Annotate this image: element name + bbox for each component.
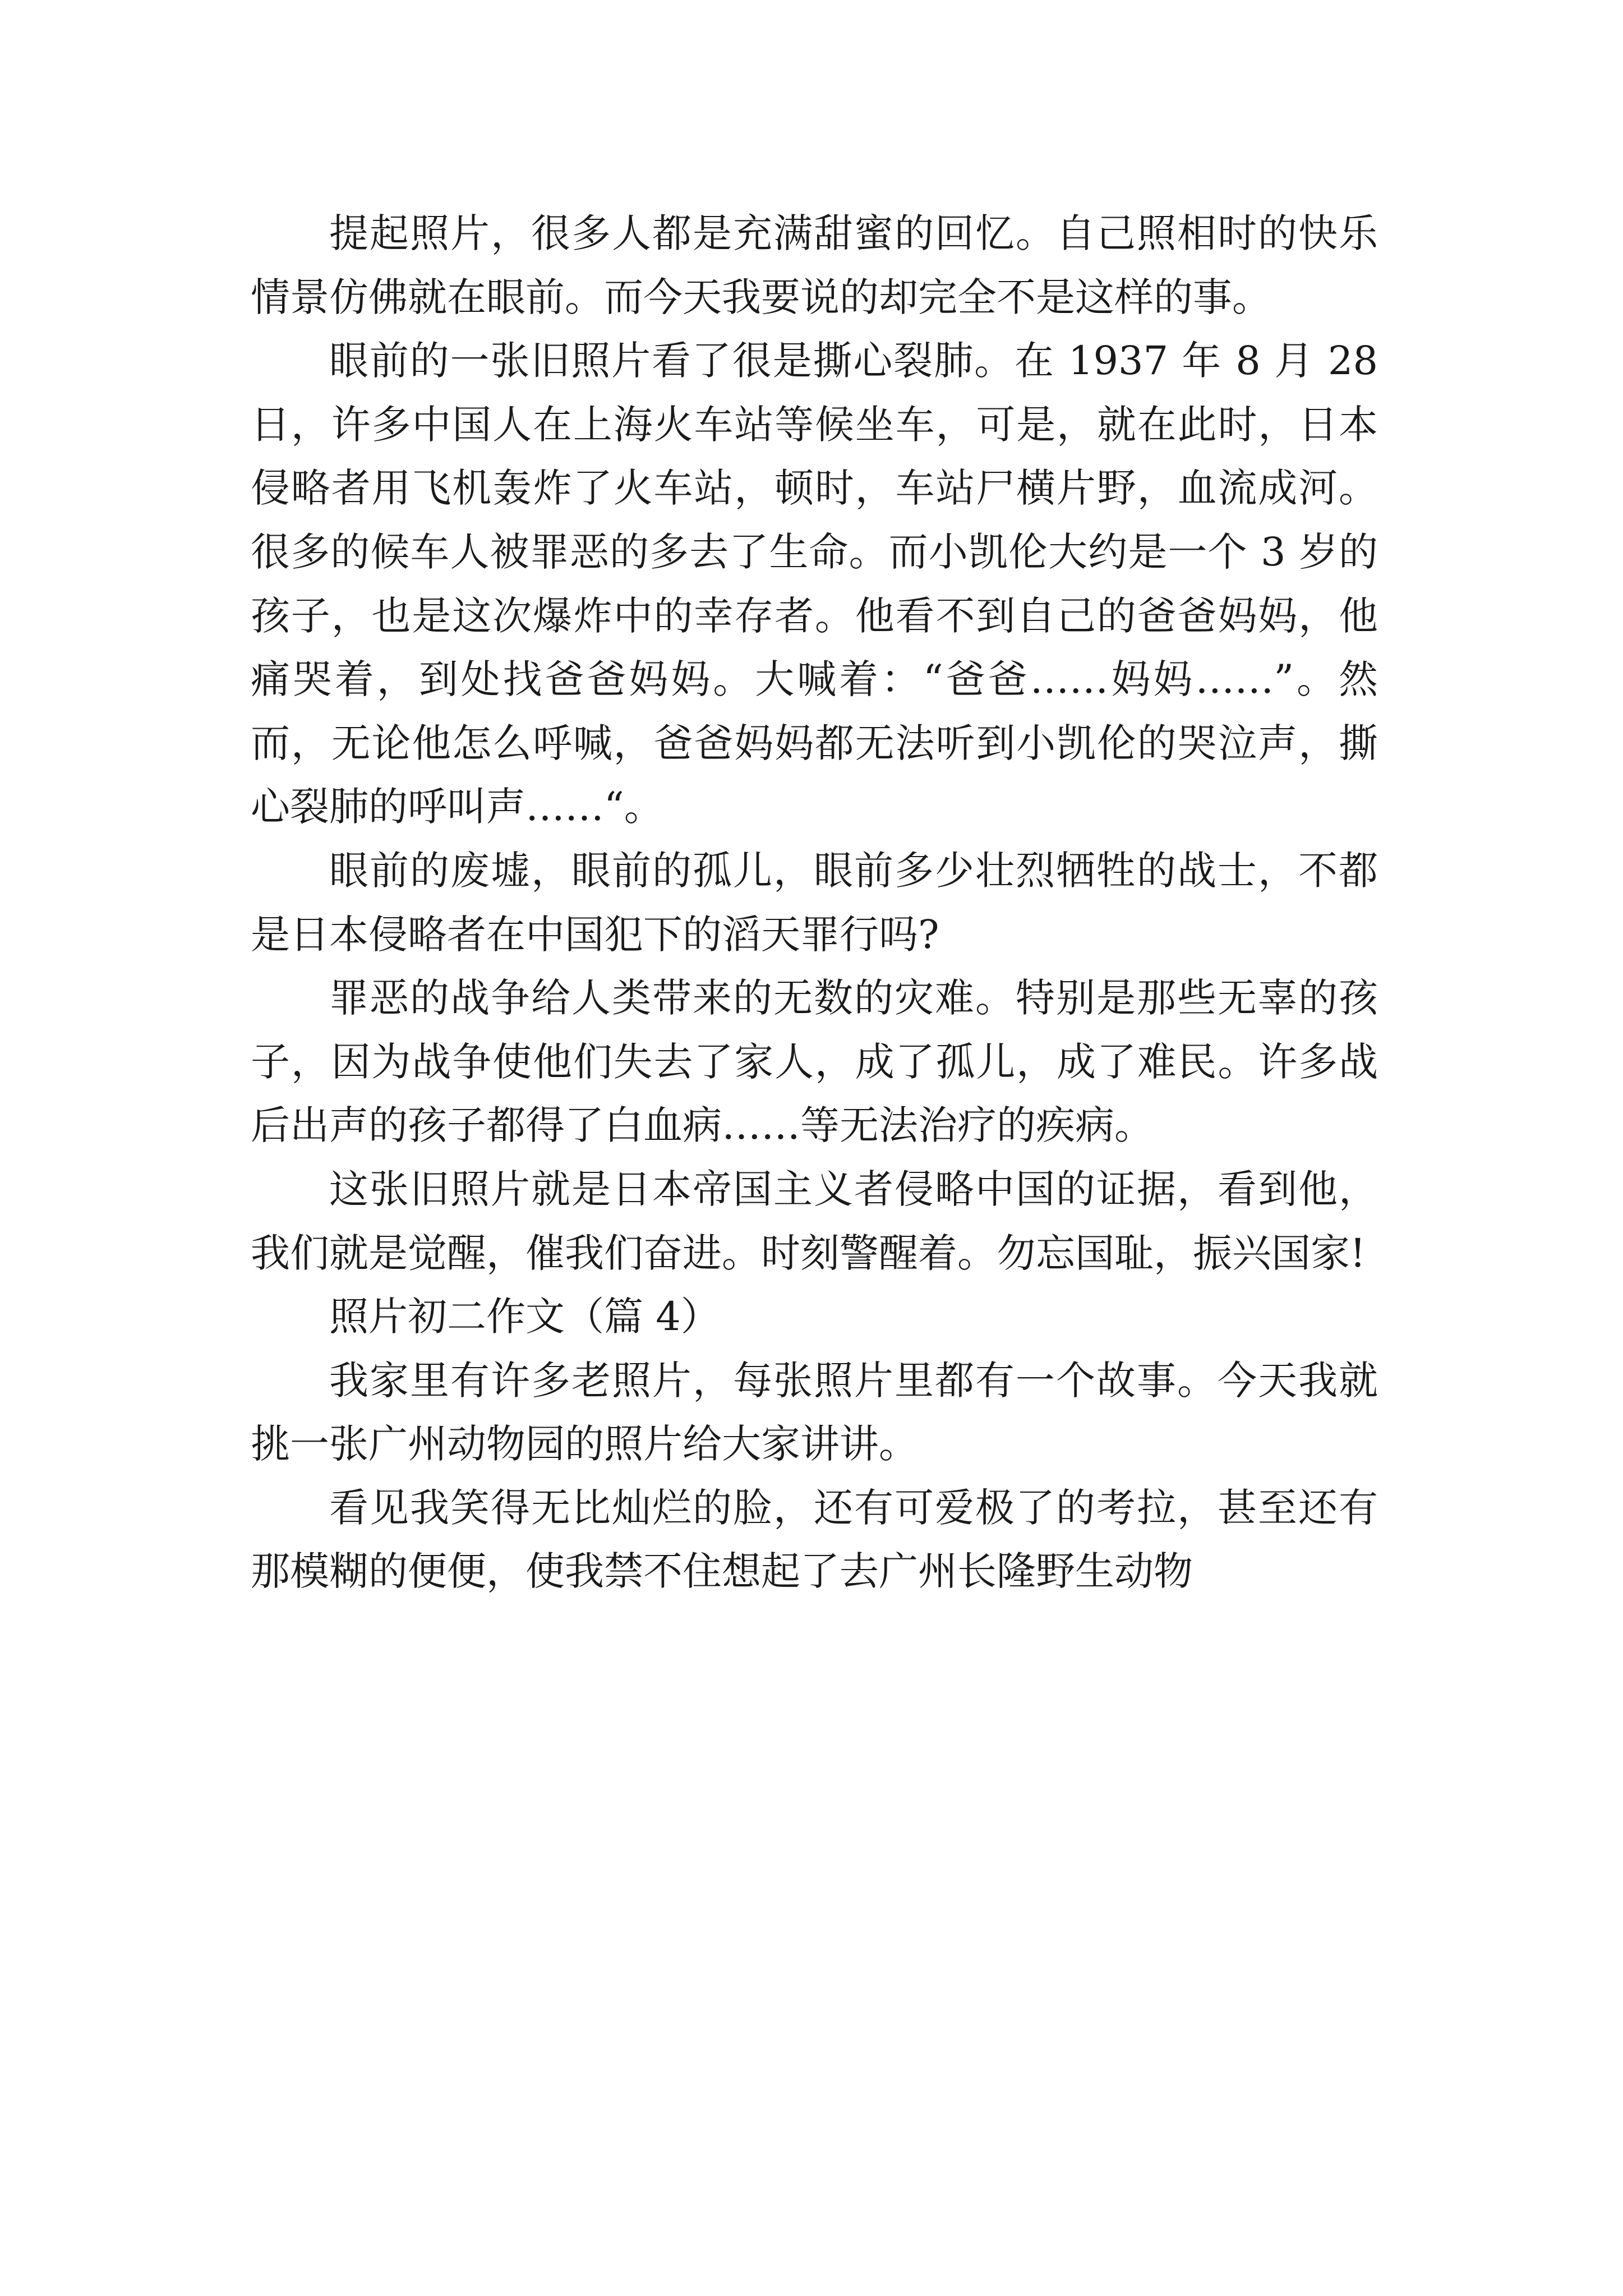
paragraph-3: 眼前的废墟，眼前的孤儿，眼前多少壮烈牺牲的战士，不都是日本侵略者在中国犯下的滔天罪行吗?	[251, 847, 1378, 958]
body-text	[251, 202, 1378, 1604]
section-heading: 照片初二作文（篇 4）	[329, 1294, 720, 1340]
paragraph-1: 提起照片，很多人都是充满甜蜜的回忆。自己照相时的快乐情景仿佛就在眼前。而今天我要说的却完全不是这样的事。	[251, 210, 1378, 320]
paragraph-2: 眼前的一张旧照片看了很是撕心裂肺。在 1937 年 8 月 28 日，许多中国人在上海火车站等候坐车，可是，就在此时，日本侵略者用飞机轰炸了火车站，顿时，车站尸横片野，血流成河。很多的候车人被罪恶的多去了生命。而小凯伦大约是一个 3 岁的孩子，也是这次爆炸中的幸存者。他看不到自己的爸爸妈妈，他痛哭着，到处找爸爸妈妈。大喊着：“爸爸……妈妈……”。然而，无论他怎么呼喊，爸爸妈妈都无法听到小凯伦的哭泣声，撕心裂肺的呼叫声……“。	[251, 338, 1378, 830]
paragraph-7: 看见我笑得无比灿烂的脸，还有可爱极了的考拉，甚至还有那模糊的便便，使我禁不住想起了去广州长隆野生动物	[251, 1484, 1378, 1595]
paragraph-4: 罪恶的战争给人类带来的无数的灾难。特别是那些无辜的孩子，因为战争使他们失去了家人，成了孤儿，成了难民。许多战后出声的孩子都得了白血病……等无法治疗的疾病。	[251, 975, 1378, 1149]
paragraph-6: 我家里有许多老照片，每张照片里都有一个故事。今天我就挑一张广州动物园的照片给大家讲讲。	[251, 1357, 1378, 1467]
paragraph-5: 这张旧照片就是日本帝国主义者侵略中国的证据，看到他，我们就是觉醒，催我们奋进。时刻警醒着。勿忘国耻，振兴国家!	[251, 1166, 1378, 1276]
